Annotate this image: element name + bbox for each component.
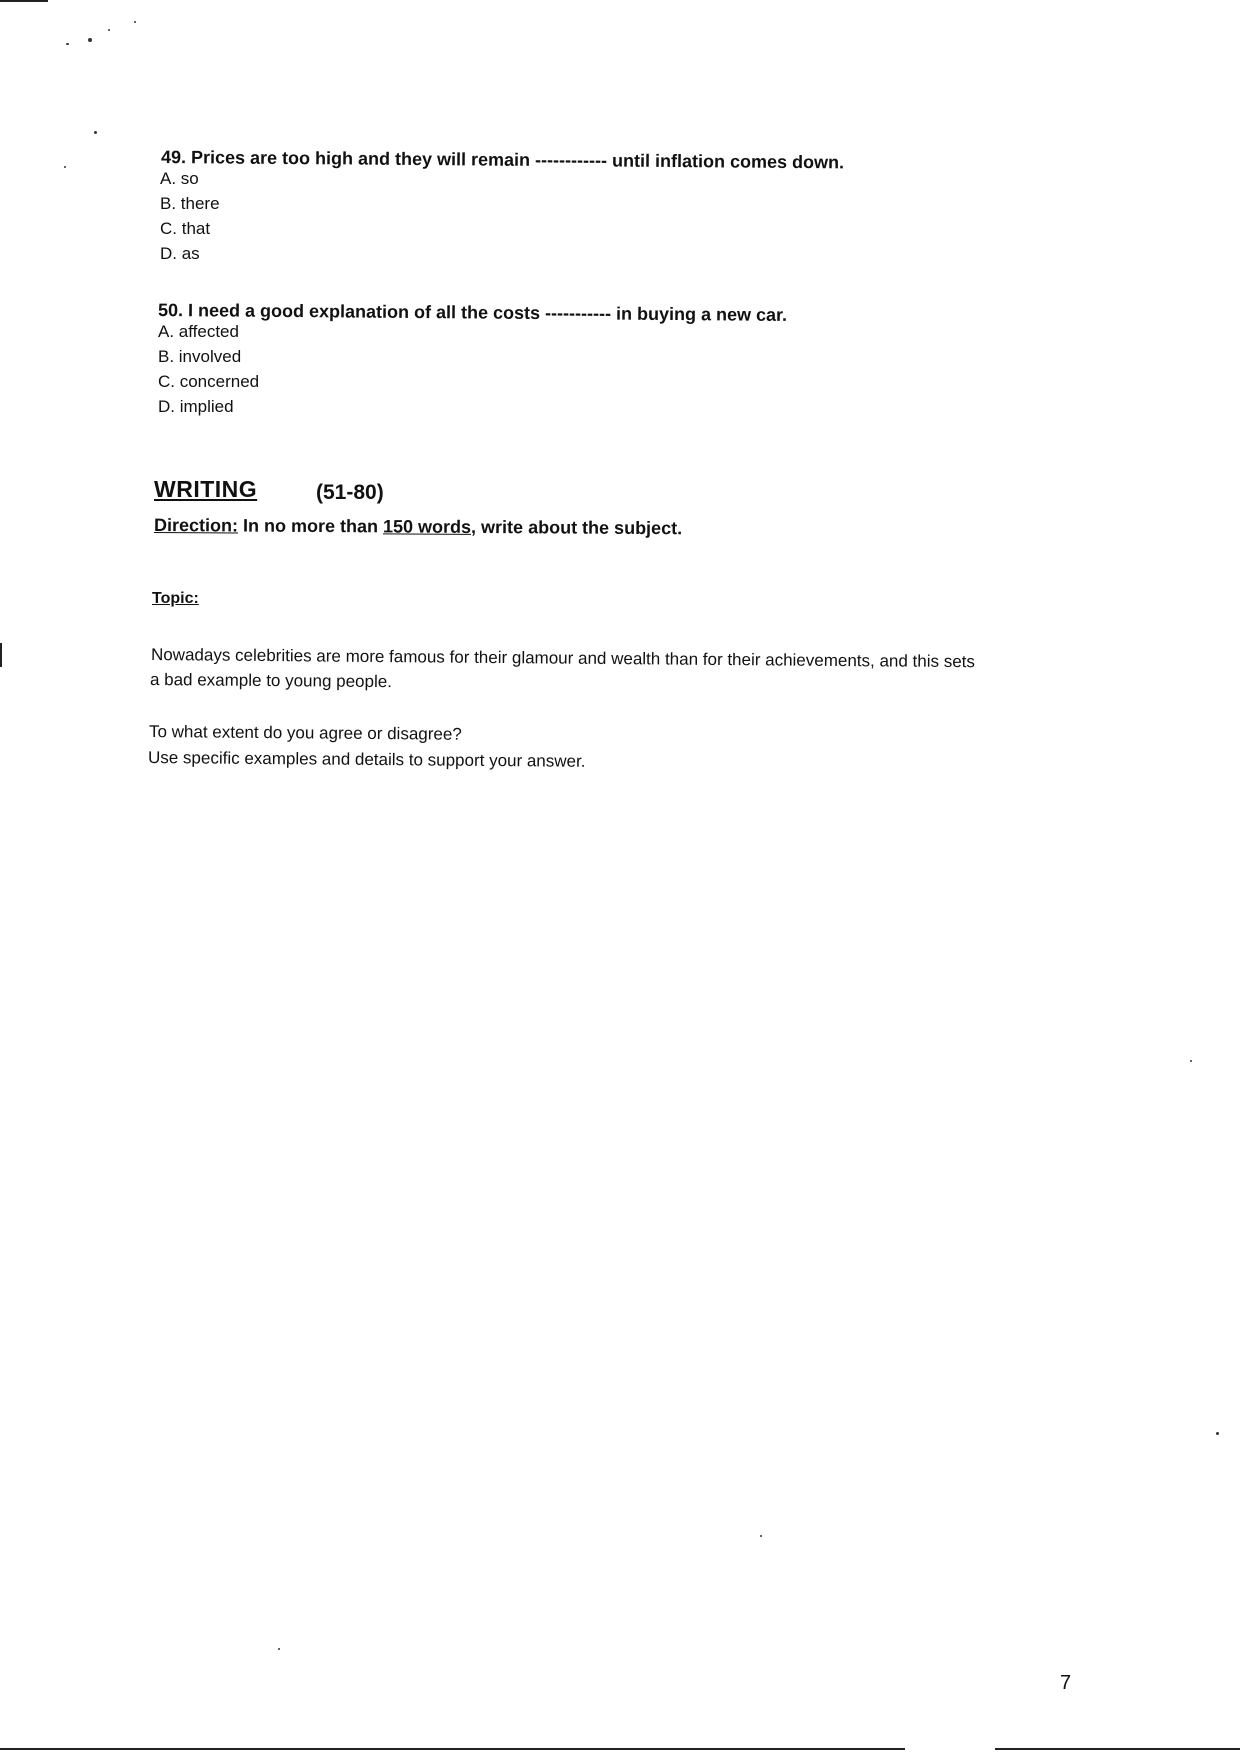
question-49-option-a: A. so <box>160 169 199 188</box>
question-50-option-b: B. involved <box>158 347 242 366</box>
scan-speck <box>760 1535 762 1537</box>
scan-margin-mark <box>0 643 2 667</box>
question-49-option-c: C. that <box>160 219 211 238</box>
topic-text-line-2: a bad example to young people. <box>149 670 393 692</box>
direction-label: Direction: <box>153 515 239 536</box>
scan-speck <box>64 166 66 168</box>
writing-section-range: (51-80) <box>316 481 384 504</box>
scan-line-bottom <box>0 1748 905 1750</box>
scan-speck <box>66 43 69 45</box>
direction-word-limit: 150 words <box>382 516 472 537</box>
scan-speck <box>1190 1060 1192 1062</box>
scan-speck <box>1216 1432 1219 1435</box>
question-50-option-c: C. concerned <box>158 372 260 391</box>
question-50-stem: 50. I need a good explanation of all the costs ----------- in buying a new car. <box>157 300 788 325</box>
question-49-option-d: D. as <box>160 244 200 263</box>
question-49-option-b: B. there <box>160 194 220 213</box>
prompt-line-1: To what extent do you agree or disagree? <box>148 722 462 744</box>
topic-text-line-1: Nowadays celebrities are more famous for their glamour and wealth than for their achievements, and this sets <box>150 645 976 672</box>
topic-label: Topic: <box>152 590 199 607</box>
writing-direction <box>154 515 682 539</box>
direction-pre: In no more than <box>242 515 379 537</box>
question-50-option-a: A. affected <box>158 322 239 341</box>
writing-section-title: WRITING <box>154 476 258 502</box>
question-50-option-d: D. implied <box>158 397 234 416</box>
scan-speck <box>94 131 97 134</box>
question-49-stem: 49. Prices are too high and they will remain ------------ until inflation comes down. <box>160 147 845 173</box>
page-number: 7 <box>1060 1672 1072 1694</box>
prompt-line-2: Use specific examples and details to support your answer. <box>147 748 586 771</box>
scan-speck <box>278 1648 280 1650</box>
scan-speck <box>88 38 92 42</box>
scan-speck <box>108 29 110 31</box>
scan-line-bottom-right <box>995 1748 1240 1750</box>
direction-post: , write about the subject. <box>471 516 683 539</box>
scan-speck <box>134 21 136 23</box>
scan-line-top <box>0 0 48 2</box>
